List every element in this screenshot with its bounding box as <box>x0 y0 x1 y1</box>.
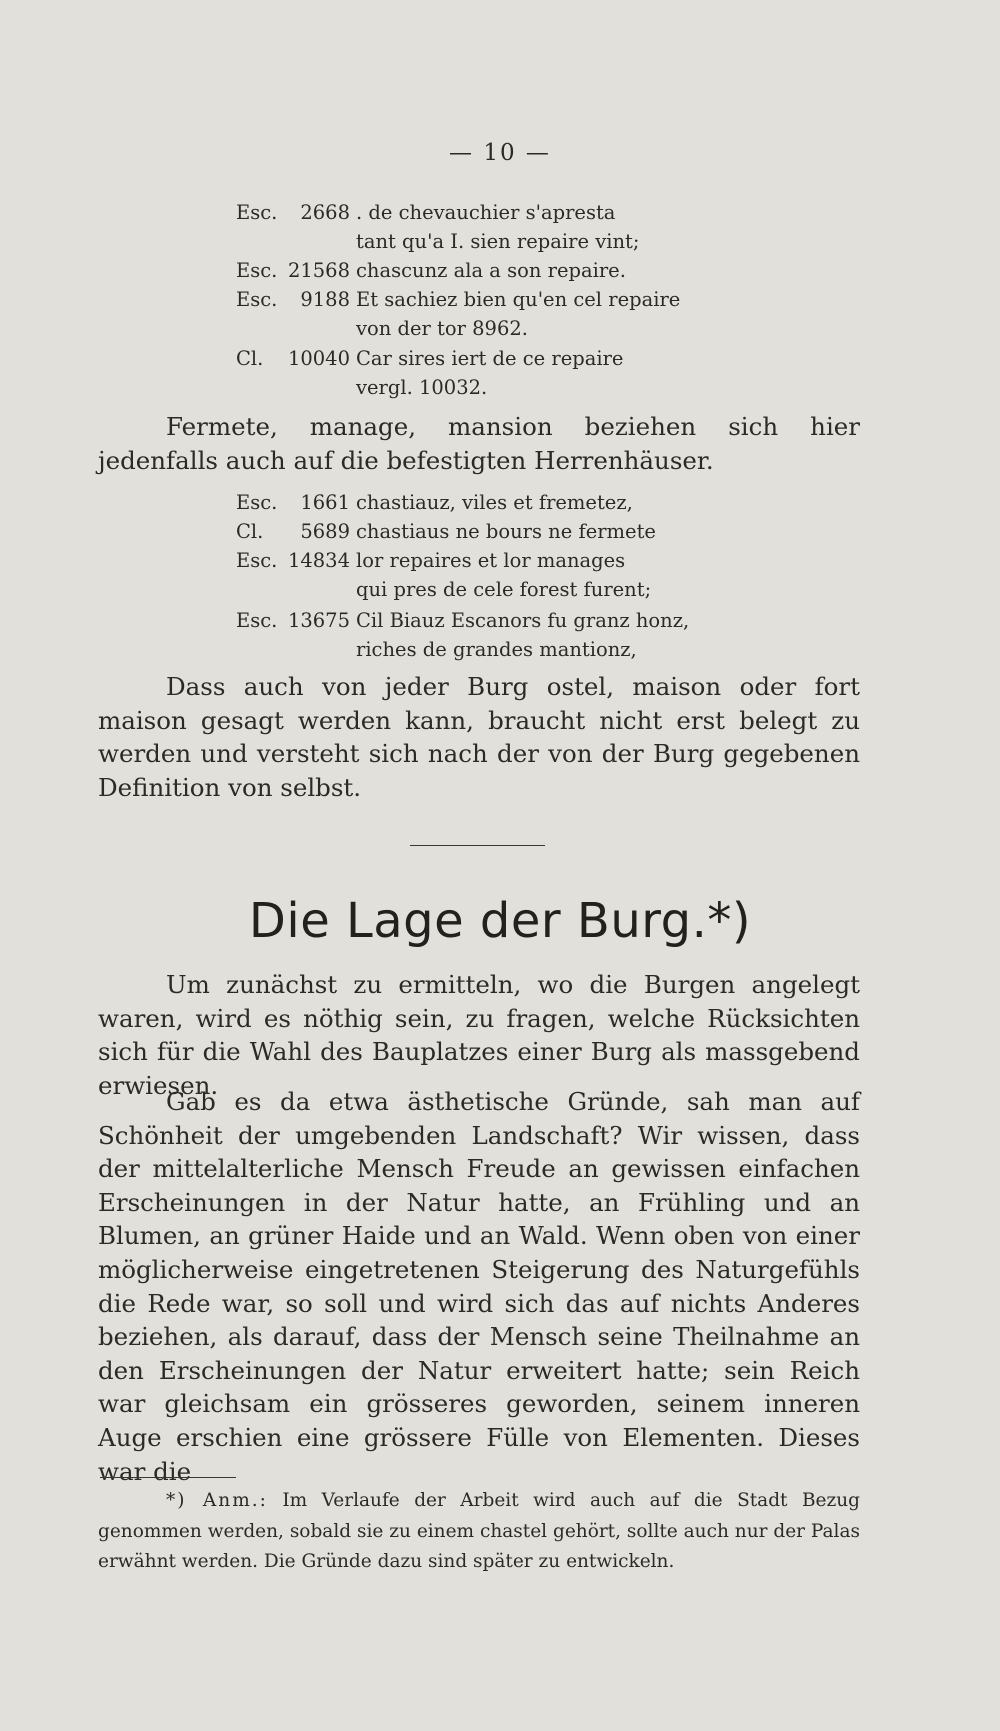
section-heading: Die Lage der Burg.*) <box>248 893 752 949</box>
citation-text: chastiauz, viles et fremetez, <box>356 491 633 514</box>
footnote-marker: *) Anm.: <box>166 1490 268 1511</box>
citation-text: Cil Biauz Escanors fu granz honz, <box>356 609 690 632</box>
citation-verse: 14834 <box>287 549 350 572</box>
citation-text: chascunz ala a son repaire. <box>356 259 626 282</box>
footnote-text: Im Verlaufe der Arbeit wird auch auf die Stadt Bezug genommen werden, sobald sie zu einem chastel gehört, sollte auch nur der Palas erwähnt werden. Die Gründe dazu sind später zu entwickeln. <box>98 1490 860 1572</box>
paragraph-text: Fermete, manage, mansion beziehen sich hier jedenfalls auch auf die befestigten Herrenhäuser. <box>98 412 860 475</box>
citation-text-cont: von der tor 8962. <box>356 317 528 340</box>
citation-verse: 10040 <box>287 347 350 370</box>
citation-source: Esc. <box>236 259 278 282</box>
citation-text-cont: tant qu'a I. sien repaire vint; <box>356 230 640 253</box>
footnote <box>98 1486 860 1578</box>
citation-verse: 2668 <box>300 201 350 224</box>
citation-source: Esc. <box>236 549 278 572</box>
citation-source: Cl. <box>236 520 264 543</box>
section-divider <box>410 845 545 846</box>
citation-text-cont: vergl. 10032. <box>356 376 488 399</box>
citation-source: Esc. <box>236 288 278 311</box>
citation-text: Et sachiez bien qu'en cel repaire <box>356 288 681 311</box>
paragraph-fermete <box>98 410 860 477</box>
paragraph-text: Gab es da etwa ästhetische Gründe, sah man auf Schönheit der umgebenden Landschaft? Wir wissen, dass der mittelalterliche Mensch Freude an gewissen einfachen Erscheinungen in der Natur hatte, an Frühling und an Blumen, an grüner Haide und an Wald. Wenn oben von einer möglicherweise eingetretenen Steigerung des Naturgefühls die Rede war, so soll und wird sich das auf nichts Anderes beziehen, als darauf, dass der Mensch seine Theilnahme an den Erscheinungen der Natur erweitert hatte; sein Reich war gleichsam ein grösseres geworden, seinem inneren Auge erschien eine grössere Fülle von Elementen. Dieses war die <box>98 1087 860 1486</box>
citation-text: lor repaires et lor manages <box>356 549 626 572</box>
citation-text-cont: riches de grandes mantionz, <box>356 638 637 661</box>
page-number: — 10 — <box>449 140 551 166</box>
citation-text-cont: qui pres de cele forest furent; <box>356 578 652 601</box>
citation-verse: 1661 <box>300 491 350 514</box>
citation-verse: 9188 <box>300 288 350 311</box>
citation-source: Esc. <box>236 609 278 632</box>
footnote-rule <box>100 1477 236 1478</box>
citation-text: . de chevauchier s'apresta <box>356 201 616 224</box>
citation-text: Car sires iert de ce repaire <box>356 347 624 370</box>
paragraph-gab <box>98 1085 860 1488</box>
citation-verse: 5689 <box>300 520 350 543</box>
citation-verse: 13675 <box>287 609 350 632</box>
paragraph-text: Dass auch von jeder Burg ostel, maison oder fort maison gesagt werden kann, braucht nicht erst belegt zu werden und versteht sich nach der von der Burg gegebenen Definition von selbst. <box>98 672 860 802</box>
citation-source: Esc. <box>236 201 278 224</box>
citation-source: Cl. <box>236 347 264 370</box>
paragraph-um <box>98 968 860 1102</box>
citation-verse: 21568 <box>287 259 350 282</box>
citation-source: Esc. <box>236 491 278 514</box>
paragraph-dass <box>98 670 860 804</box>
paragraph-text: Um zunächst zu ermitteln, wo die Burgen angelegt waren, wird es nöthig sein, zu fragen, welche Rücksichten sich für die Wahl des Bauplatzes einer Burg als massgebend erwiesen. <box>98 970 860 1100</box>
citation-text: chastiaus ne bours ne fermete <box>356 520 656 543</box>
